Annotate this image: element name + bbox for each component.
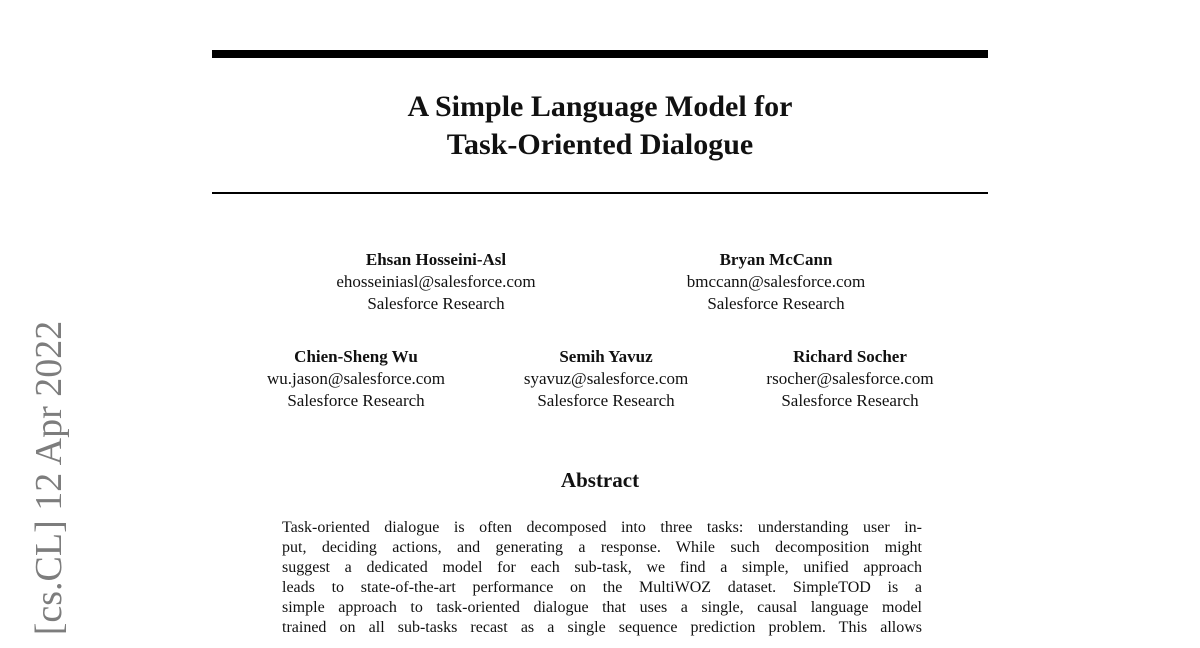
title-line-1: A Simple Language Model for	[407, 90, 793, 123]
paper-title	[212, 88, 988, 164]
abstract-line: trained on all sub-tasks recast as a single sequence prediction problem. This allows	[282, 619, 922, 636]
author-block	[687, 249, 866, 315]
abstract-body	[282, 518, 922, 638]
author-email: wu.jason@salesforce.com	[266, 369, 446, 388]
author-name: Chien-Sheng Wu	[294, 347, 418, 366]
title-top-rule	[212, 50, 988, 58]
author-email: rsocher@salesforce.com	[766, 369, 934, 388]
abstract-line: suggest a dedicated model for each sub-task, we find a simple, unified approach	[282, 559, 922, 576]
author-email: ehosseiniasl@salesforce.com	[336, 272, 536, 291]
author-name: Ehsan Hosseini-Asl	[365, 250, 507, 269]
author-name: Semih Yavuz	[559, 347, 653, 366]
author-affiliation: Salesforce Research	[367, 294, 505, 313]
author-block	[267, 346, 445, 412]
abstract-line: leads to state-of-the-art performance on the MultiWOZ dataset. SimpleTOD is a	[282, 579, 922, 596]
author-name: Richard Socher	[793, 347, 907, 366]
abstract-heading: Abstract	[560, 468, 640, 492]
author-block	[336, 249, 535, 315]
author-email: syavuz@salesforce.com	[523, 369, 689, 388]
title-bottom-rule	[212, 192, 988, 194]
author-block	[766, 346, 933, 412]
title-line-2: Task-Oriented Dialogue	[446, 128, 754, 161]
author-name: Bryan McCann	[719, 250, 833, 269]
abstract-line: simple approach to task-oriented dialogue that uses a single, causal language model	[282, 599, 922, 616]
author-affiliation: Salesforce Research	[537, 391, 675, 410]
abstract-line: put, deciding actions, and generating a response. While such decomposition might	[282, 539, 922, 556]
author-email: bmccann@salesforce.com	[686, 272, 866, 291]
author-affiliation: Salesforce Research	[707, 294, 845, 313]
author-affiliation: Salesforce Research	[781, 391, 919, 410]
arxiv-side-stamp: [cs.CL] 12 Apr 2022	[28, 320, 70, 636]
author-block	[524, 346, 688, 412]
author-affiliation: Salesforce Research	[287, 391, 425, 410]
abstract-line: Task-oriented dialogue is often decomposed into three tasks: understanding user in-	[282, 519, 922, 536]
